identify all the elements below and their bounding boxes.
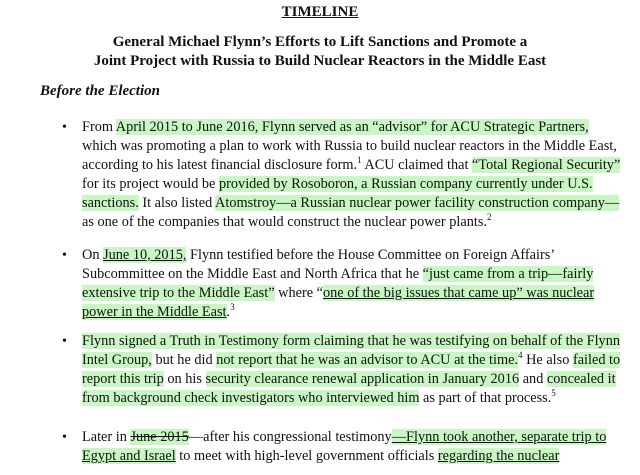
item-text: which was promoting a plan to work with Russia to build nuclear reactors in the Middle East, according to his latest financial disclosure form. (82, 138, 617, 173)
footnote-ref: 3 (230, 302, 235, 313)
highlighted-text: —Flynn took another, separate trip to Egypt and Israel (82, 429, 607, 464)
footnote-ref: 4 (518, 350, 523, 361)
document-title: TIMELINE (281, 4, 359, 20)
highlighted-text: security clearance renewal application in January 2016 (205, 371, 520, 387)
highlighted-text: April 2015 to June 2016, Flynn served as an “advisor” for ACU Strategic Partners, (115, 119, 589, 135)
struck-text: June 2015 (130, 429, 189, 445)
bullet-glyph: • (62, 334, 67, 349)
highlighted-text: Flynn signed a Truth in Testimony form claiming that he was testifying on behalf of the Flynn Intel Group, (82, 333, 620, 368)
item-text: . (226, 304, 231, 320)
item-text: as one of the companies that would construct the nuclear power plants. (82, 214, 487, 230)
highlighted-text: regarding the nuclear (437, 448, 560, 464)
item-text: to meet with high-level government officials (175, 448, 438, 464)
highlighted-text: not report that he was an advisor to ACU at the time. (216, 352, 518, 368)
subtitle-line-1: General Michael Flynn’s Efforts to Lift Sanctions and Promote a (112, 34, 528, 50)
highlighted-text: “Total Regional Security” (472, 157, 621, 173)
timeline-item-4 (82, 428, 627, 466)
item-text: where “ (274, 285, 323, 301)
item-text: for its project would be (82, 176, 219, 192)
bullet-glyph: • (62, 248, 67, 263)
timeline-item-1 (82, 118, 627, 232)
highlighted-text: provided by Rosoboron, a Russian company currently under U.S. sanctions. (82, 176, 593, 211)
bullet-glyph: • (62, 430, 67, 445)
document-subtitle (0, 33, 640, 71)
item-text: —after his congressional testimony (188, 429, 392, 445)
section-heading: Before the Election (40, 83, 160, 99)
highlighted-text: one of the big issues that came up” was nuclear power in the Middle East (82, 285, 595, 320)
highlighted-text: concealed it from background check investigators who interviewed him (82, 371, 616, 406)
item-text: Flynn testified before the House Committee on Foreign Affairs’ Subcommittee on the Middle East and North Africa that he (82, 247, 555, 282)
timeline-item-2 (82, 246, 627, 322)
item-text: He also (522, 352, 573, 368)
item-text: as part of that process. (419, 390, 552, 406)
item-text: ACU claimed that (361, 157, 473, 173)
item-text: From (82, 119, 116, 135)
item-text: It also listed (138, 195, 216, 211)
footnote-ref: 1 (357, 155, 362, 166)
item-text: but he did (151, 352, 217, 368)
highlighted-text: June 10, 2015, (103, 247, 187, 263)
subtitle-line-2: Joint Project with Russia to Build Nuclear Reactors in the Middle East (93, 53, 547, 69)
item-text: on his (163, 371, 206, 387)
highlighted-text: Atomstroy—a Russian nuclear power facility construction company— (215, 195, 620, 211)
item-text: On (82, 247, 104, 263)
highlighted-text: “just came from a trip—fairly extensive trip to the Middle East” (82, 266, 594, 301)
timeline-item-3 (82, 332, 627, 408)
highlighted-text: failed to report this trip (82, 352, 621, 387)
bullet-glyph: • (62, 120, 67, 135)
item-text: and (519, 371, 547, 387)
footnote-ref: 2 (486, 212, 492, 223)
footnote-ref: 5 (551, 388, 556, 399)
item-text: Later in (82, 429, 131, 445)
